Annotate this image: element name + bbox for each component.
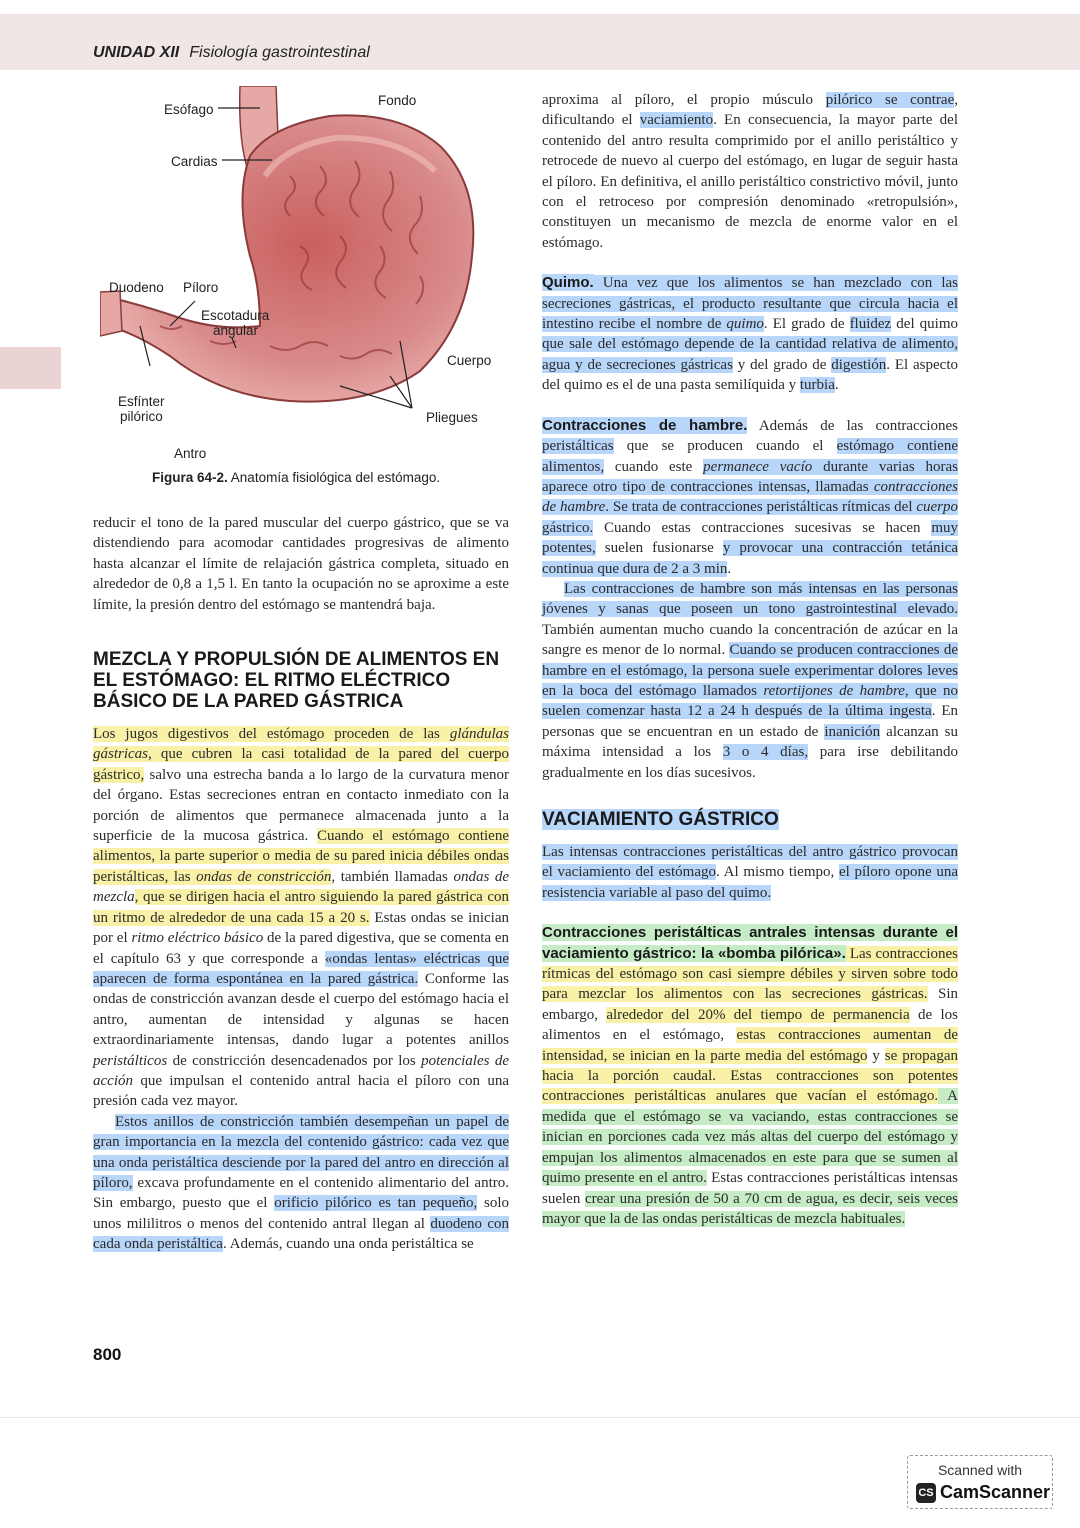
camscanner-stamp (907, 1455, 1053, 1509)
text-run: Estas ondas se inician por el (93, 909, 509, 947)
text-run: ritmo eléctrico básico (131, 930, 264, 947)
subhead-quimo: Quimo. (542, 274, 594, 292)
text-run: para irse debilitando gradualmente en los días sucesivos. (542, 744, 958, 781)
text-run: peristálticos (93, 1052, 168, 1069)
text-run: . (834, 377, 839, 394)
text-run: aproxima al píloro, el propio músculo (542, 92, 826, 108)
camscanner-logo-icon: CS (916, 1483, 936, 1503)
text-run: gástrico. (542, 519, 594, 536)
figure-caption (152, 470, 440, 485)
label-escotadura (201, 308, 269, 338)
label-antro: Antro (174, 446, 207, 461)
label-piloro: Píloro (183, 280, 219, 295)
text-run: . En consecuencia, la mayor parte del contenido del antro resulta comprimido por el anillo peristáltico y retrocede de nuevo al cuerpo del estómago, en lugar de seguir hasta el píloro. En definitiva, el anillo peristáltico constrictivo móvil, junto con el retroceso por compresión denominado «retropulsión», constituyen un mecanismo de mezcla de enorme valor en el estómago. (542, 112, 958, 251)
text-run: estómago contiene alimentos, (542, 438, 958, 475)
text-run: . En personas que se encuentran en un estado de (542, 703, 958, 740)
text-run: ondas de constricción (196, 868, 332, 885)
text-run: el píloro opone una resistencia variable al paso del quimo. (542, 864, 958, 901)
text-run: inanición (824, 723, 881, 740)
text-run: alcanzan su máxima intensidad a los (542, 723, 958, 761)
text-run: crear una presión de 50 a 70 cm de agua, es decir, seis veces mayor que la de las ondas peristálticas de mezcla habituales. (542, 1190, 959, 1227)
text-run: . Además, cuando una onda peristáltica se (222, 1236, 474, 1253)
label-escotadura-line1: Escotadura (201, 308, 270, 323)
text-run: . El aspecto del quimo es el de una pasta semilíquida y (542, 356, 958, 394)
bottom-rule (0, 1417, 1080, 1418)
label-duodeno: Duodeno (109, 280, 164, 295)
text-run: , que no suelen comenzar hasta 12 a 24 h después de la última ingesta (542, 682, 958, 720)
text-run: que impulsan el contenido antral hacia el píloro con una presión cada vez mayor. (93, 1072, 509, 1110)
text-run: que se producen cuando el (613, 438, 837, 455)
text-run: Además de las contracciones (747, 417, 958, 434)
unit-label: UNIDAD XII (93, 44, 180, 61)
stomach-figure (100, 86, 520, 466)
text-run: muy potentes, (542, 519, 958, 557)
left-paragraph-2 (93, 724, 509, 1112)
page-number: 800 (93, 1345, 122, 1364)
text-run: y del grado de (732, 356, 832, 373)
text-run: vaciamiento (639, 112, 714, 129)
label-fondo: Fondo (378, 93, 417, 108)
side-tab (0, 347, 61, 389)
text-run: cuerpo (916, 499, 958, 516)
text-run: A medida que el estómago se va vaciando, estas contracciones se inician en porciones cada vez más altas del cuerpo del estómago y empujan los alimentos almacenados en este para que se sumen al quimo presente en el antro. (542, 1088, 958, 1187)
text-run: y (867, 1047, 885, 1064)
text-run: pilórico se contrae (825, 92, 955, 108)
label-esfinter-line2: pilórico (120, 409, 163, 424)
text-run: duodeno con cada onda peristáltica (93, 1215, 509, 1253)
subhead-hambre: Contracciones de hambre. (542, 416, 748, 434)
text-run: durante varias horas aparece otro tipo de contracciones intensas, llamadas (542, 458, 958, 495)
text-run: de los alimentos en el estómago, (542, 1006, 958, 1044)
text-run: del quimo (891, 316, 959, 333)
text-run: estas contracciones aumentan de intensidad, se inician en la parte media del estómago (542, 1027, 958, 1064)
text-run: retortijones de hambre (763, 682, 905, 699)
text-run: digestión (831, 356, 887, 373)
text-run: Cuando se producen contracciones de hambre en el estómago, la persona suele experimentar dolores leves en la boca del estómago llamados (542, 642, 958, 699)
text-run: . Se trata de contracciones peristálticas rítmicas del (605, 499, 917, 516)
left-paragraph-1: reducir el tono de la pared muscular del cuerpo gástrico, que se va distendiendo para acomodar cantidades progresivas de alimento hasta alcanzar el límite de relajación gástrica completa, situado en alrededor de 0,8 a 1,5 l. En tanto la ocupación no se aproxime a este límite, la presión dentro del estómago se mantendrá baja. (93, 515, 509, 613)
text-run: potenciales de acción (93, 1052, 509, 1089)
text-run: de la pared digestiva, que se comenta en el capítulo 63 y que corresponde a (93, 930, 509, 967)
label-esofago: Esófago (164, 102, 214, 117)
text-run: quimo (726, 316, 764, 333)
right-paragraph-1 (542, 90, 958, 253)
text-run: Cuando estas contracciones sucesivas se hacen (593, 519, 932, 536)
caption-text: Anatomía fisiológica del estómago. (230, 470, 441, 485)
text-run: Las intensas contracciones peristálticas del antro gástrico provocan el vaciamiento del estómago (542, 844, 958, 881)
text-run: Las contracciones de hambre son más intensas en las personas jóvenes y sanas que poseen un tono gastrointestinal elevado. (542, 580, 958, 618)
running-header (93, 44, 370, 62)
label-cardias: Cardias (171, 154, 218, 169)
text-run: . (727, 560, 732, 577)
section-title-vaciamiento (542, 809, 958, 830)
text-run: Estos anillos de constricción también desempeñan un papel de gran importancia en la mezcla del contenido gástrico: cada vez que una onda peristáltica desciende por la pared del antro en dirección al píloro, (93, 1113, 509, 1191)
text-run: Conforme las ondas de constricción avanzan desde el cuerpo del estómago hacia el antro, aumentan de intensidad y algunas se hacen extraordinariamente intensas, dando lugar a potentes anillos (93, 970, 510, 1049)
text-run: 3 o 4 días, (722, 744, 809, 761)
section-title-mezcla: MEZCLA Y PROPULSIÓN DE ALIMENTOS EN EL ESTÓMAGO: EL RITMO ELÉCTRICO BÁSICO DE LA PARED GÁSTRICA (93, 649, 500, 713)
label-esfinter (118, 394, 165, 424)
text-run: que sale del estómago depende de la cantidad relativa de alimento, agua y de secreciones gástricas (542, 336, 958, 373)
text-run: , que se dirigen hacia el antro siguiendo la pared gástrica con un ritmo de alrededor de una cada 15 a 20 s. (93, 889, 509, 926)
header-title: Fisiología gastrointestinal (189, 44, 370, 61)
right-column (542, 90, 958, 1229)
text-run: glándulas gástricas (93, 726, 509, 763)
text-run: fluidez (849, 316, 892, 333)
label-esfinter-line1: Esfínter (118, 394, 165, 409)
label-escotadura-line2: angular (213, 323, 259, 338)
caption-label: Figura 64-2. (152, 470, 228, 485)
right-paragraph-vaciamiento (542, 842, 958, 903)
right-paragraph-hambre-2 (542, 579, 958, 783)
text-run: , dificultando el (542, 92, 958, 129)
text-run: Sin embargo, (542, 986, 958, 1023)
text-run: ondas de mezcla (93, 868, 509, 906)
label-cuerpo: Cuerpo (447, 353, 492, 368)
text-run: Los jugos digestivos del estómago proceden de las (93, 726, 450, 743)
text-run: contracciones de hambre (542, 478, 958, 516)
scan-label: Scanned with (937, 1462, 1023, 1478)
text-run: suelen fusionarse (595, 540, 723, 557)
text-run: . Al mismo tiempo, (716, 864, 839, 881)
text-run: Las contracciones rítmicas del estómago son casi siempre débiles y sirven sobre todo para mezclar los alimentos con las secreciones gástricas. (542, 945, 958, 1003)
right-paragraph-hambre (542, 416, 958, 579)
text-run: de constricción desencadenados por los (167, 1052, 422, 1069)
text-run: , que cubren la casi totalidad de la pared del cuerpo gástrico, (93, 746, 509, 783)
text-run: Una vez que los alimentos se han mezclado con las secreciones gástricas, el producto resultante que circula hacia el intestino recibe el nombre de (542, 275, 958, 333)
text-run: y provocar una contracción tetánica continua que dura de 2 a 3 min (542, 540, 958, 577)
text-run: alrededor del 20% del tiempo de permanencia (606, 1006, 910, 1023)
text-run: El grado de (767, 316, 850, 333)
text-run: se propagan hacia la porción caudal. Estas contracciones son potentes contracciones peristálticas anulares que vacían el estómago. (542, 1047, 958, 1105)
top-bar (0, 0, 1080, 14)
text-run: Cuando el estómago contiene alimentos, la parte superior o media de su pared inicia débiles ondas peristálticas, las (93, 828, 509, 885)
camscanner-name: CamScanner (940, 1482, 1051, 1502)
right-paragraph-bomba (542, 923, 958, 1229)
text-run: VACIAMIENTO GÁSTRICO (542, 809, 779, 830)
left-paragraph-3 (93, 1112, 509, 1255)
text-run: También aumentan mucho cuando la concentración de azúcar en la sangre es menor de lo normal. (542, 621, 958, 659)
text-run: peristálticas (542, 438, 614, 455)
text-run: permanece vacío (703, 458, 813, 475)
text-run: Estas contracciones peristálticas intensas suelen (542, 1170, 958, 1207)
right-paragraph-quimo (542, 273, 958, 395)
text-run: excava profundamente en el contenido alimentario del antro. Sin embargo, puesto que el (93, 1174, 509, 1212)
text-run: turbia (799, 377, 835, 394)
text-run: solo unos mililitros o menos del contenido antral llegan al (93, 1195, 509, 1232)
label-pliegues: Pliegues (426, 410, 478, 425)
text-run: orificio pilórico es tan pequeño, (274, 1195, 478, 1212)
left-column (93, 513, 509, 1255)
text-run: , también llamadas (331, 868, 454, 885)
text-run: salvo una estrecha banda a lo largo de la curvatura menor del órgano. Estas secreciones entran en contacto inmediato con la porción de alimentos que permanece almacenada junto a la superficie de la mucosa gástrica. (93, 766, 509, 845)
subhead-bomba: Contracciones peristálticas antrales intensas durante el vaciamiento gástrico: la «bomba pilórica». (542, 924, 958, 962)
text-run: cuando este (604, 458, 704, 475)
text-run: «ondas lentas» eléctricas que aparecen de forma espontánea en la pared gástrica. (93, 950, 509, 987)
text-run: . (763, 316, 768, 333)
